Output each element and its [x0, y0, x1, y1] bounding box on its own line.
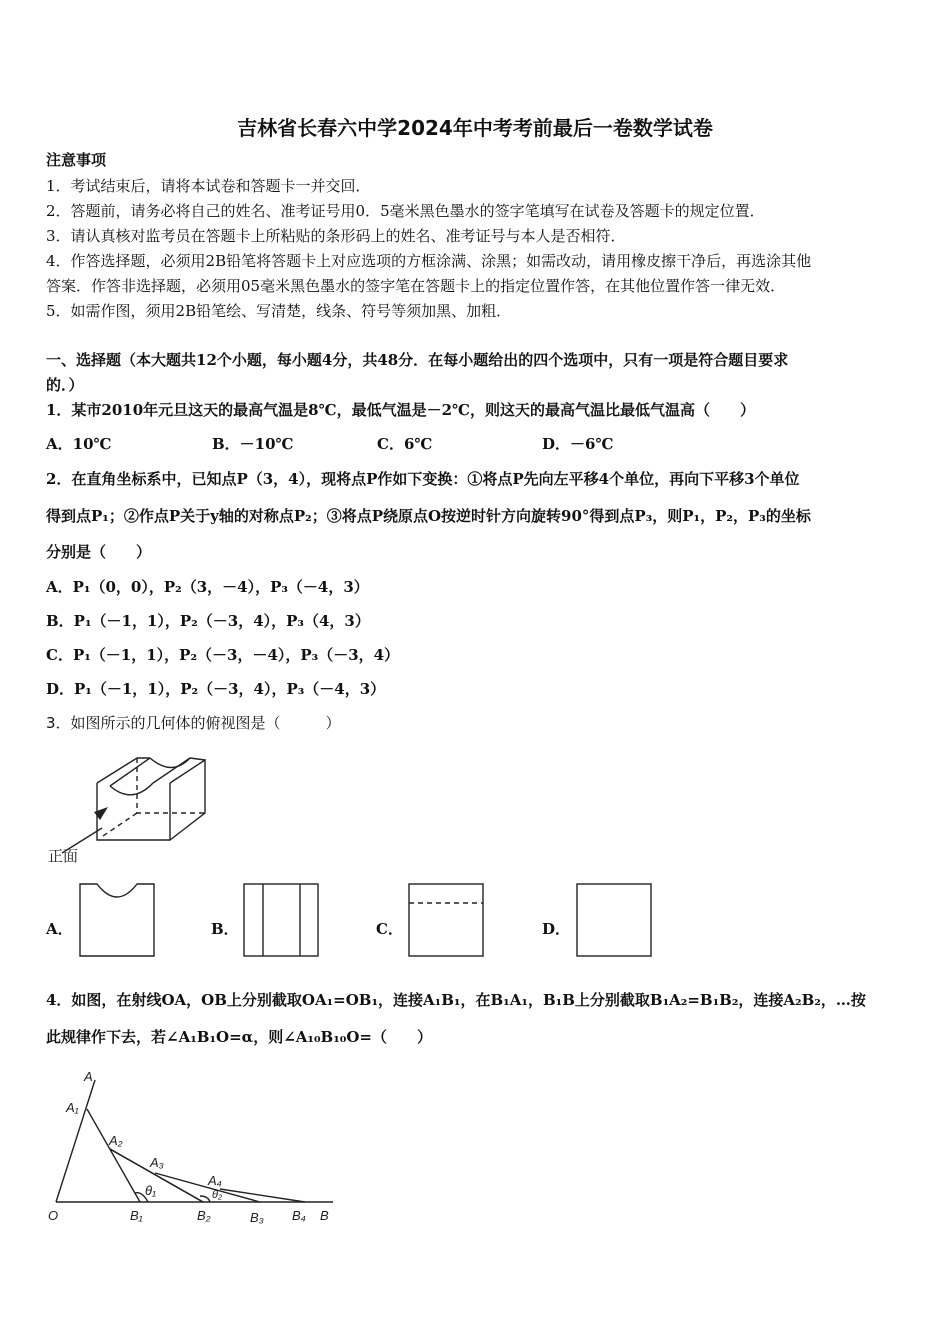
q1-option-b: B．－10℃: [212, 435, 294, 453]
q2-option-a: A．P₁（0，0），P₂（3，－4），P₃（－4，3）: [46, 578, 369, 596]
q4-ray-figure: [40, 1065, 340, 1230]
arrow-head-icon: [94, 807, 108, 820]
q4-stem: 此规律作下去，若∠A₁B₁O=α，则∠A₁₀B₁₀O=（ ）: [46, 1028, 433, 1046]
notice-heading: 注意事项: [46, 151, 107, 169]
q3-option-c-figure: [405, 880, 489, 962]
q3-option-a: A．: [46, 920, 73, 938]
label-theta2: θ₂: [212, 1189, 223, 1201]
front-label: 正面: [48, 848, 79, 865]
label-a2: A₂: [109, 1133, 123, 1148]
q3-stem: 3．如图所示的几何体的俯视图是（ ）: [46, 714, 341, 732]
label-theta1: θ₁: [145, 1183, 157, 1198]
q3-option-b-figure: [240, 880, 324, 962]
label-a1: A₁: [66, 1100, 79, 1115]
q2-option-c: C．P₁（－1，1），P₂（－3，－4），P₃（－3，4）: [46, 646, 400, 664]
label-a4: A₄: [208, 1173, 222, 1188]
label-b4: B₄: [292, 1208, 306, 1223]
q4-stem: 4．如图，在射线OA，OB上分别截取OA₁=OB₁，连接A₁B₁，在B₁A₁，B₁B上分别截取B₁A₂=B₁B₂，连接A₂B₂，…按: [46, 991, 866, 1009]
notice-item: 1．考试结束后，请将本试卷和答题卡一并交回．: [46, 177, 371, 195]
q1-stem: 1．某市2010年元旦这天的最高气温是8℃，最低气温是－2℃，则这天的最高气温比最低气温高（ ）: [46, 401, 756, 419]
label-b1: B₁: [130, 1208, 143, 1223]
q1-option-c: C．6℃: [377, 435, 433, 453]
q3-option-d-figure: [573, 880, 657, 962]
notice-item: 5．如需作图，须用2B铅笔绘、写清楚，线条、符号等须加黑、加粗．: [46, 302, 512, 320]
q3-option-b: B．: [211, 920, 239, 938]
q2-stem: 得到点P₁；②作点P关于y轴的对称点P₂；③将点P绕原点O按逆时针方向旋转90°得到点P₃，则P₁，P₂，P₃的坐标: [46, 507, 811, 525]
notice-item: 4．作答选择题，必须用2B铅笔将答题卡上对应选项的方框涂满、涂黑；如需改动，请用橡皮擦干净后，再选涂其他: [46, 252, 812, 270]
q3-solid-figure: [40, 750, 240, 870]
notice-item: 答案．作答非选择题，必须用05毫米黑色墨水的签字笔在答题卡上的指定位置作答，在其他位置作答一律无效．: [46, 277, 786, 295]
section-heading-cont: 的．）: [46, 376, 84, 394]
q1-option-a: A．10℃: [46, 435, 112, 453]
section-heading: 一、选择题（本大题共12个小题，每小题4分，共48分．在每小题给出的四个选项中，只有一项是符合题目要求: [46, 351, 789, 369]
label-a3: A₃: [150, 1155, 164, 1170]
q2-option-d: D．P₁（－1，1），P₂（－3，4），P₃（－4，3）: [46, 680, 386, 698]
label-o: O: [48, 1208, 59, 1223]
notice-item: 2．答题前，请务必将自己的姓名、准考证号用0．5毫米黑色墨水的签字笔填写在试卷及答题卡的规定位置．: [46, 202, 765, 220]
q3-option-a-figure: [76, 880, 160, 962]
label-b2: B₂: [197, 1208, 211, 1223]
q1-option-d: D．－6℃: [542, 435, 614, 453]
q3-option-d: D．: [542, 920, 571, 938]
q2-option-b: B．P₁（－1，1），P₂（－3，4），P₃（4，3）: [46, 612, 370, 630]
page-title: 吉林省长春六中学2024年中考考前最后一卷数学试卷: [237, 116, 713, 140]
notice-item: 3．请认真核对监考员在答题卡上所粘贴的条形码上的姓名、准考证号与本人是否相符．: [46, 227, 626, 245]
q2-stem: 2．在直角坐标系中，已知点P（3，4），现将点P作如下变换：①将点P先向左平移4个单位，再向下平移3个单位: [46, 470, 800, 488]
q3-option-c: C．: [376, 920, 403, 938]
label-a: A: [84, 1069, 93, 1084]
label-b: B: [320, 1208, 329, 1223]
label-b3: B₃: [250, 1210, 264, 1225]
q2-stem: 分别是（ ）: [46, 543, 152, 561]
